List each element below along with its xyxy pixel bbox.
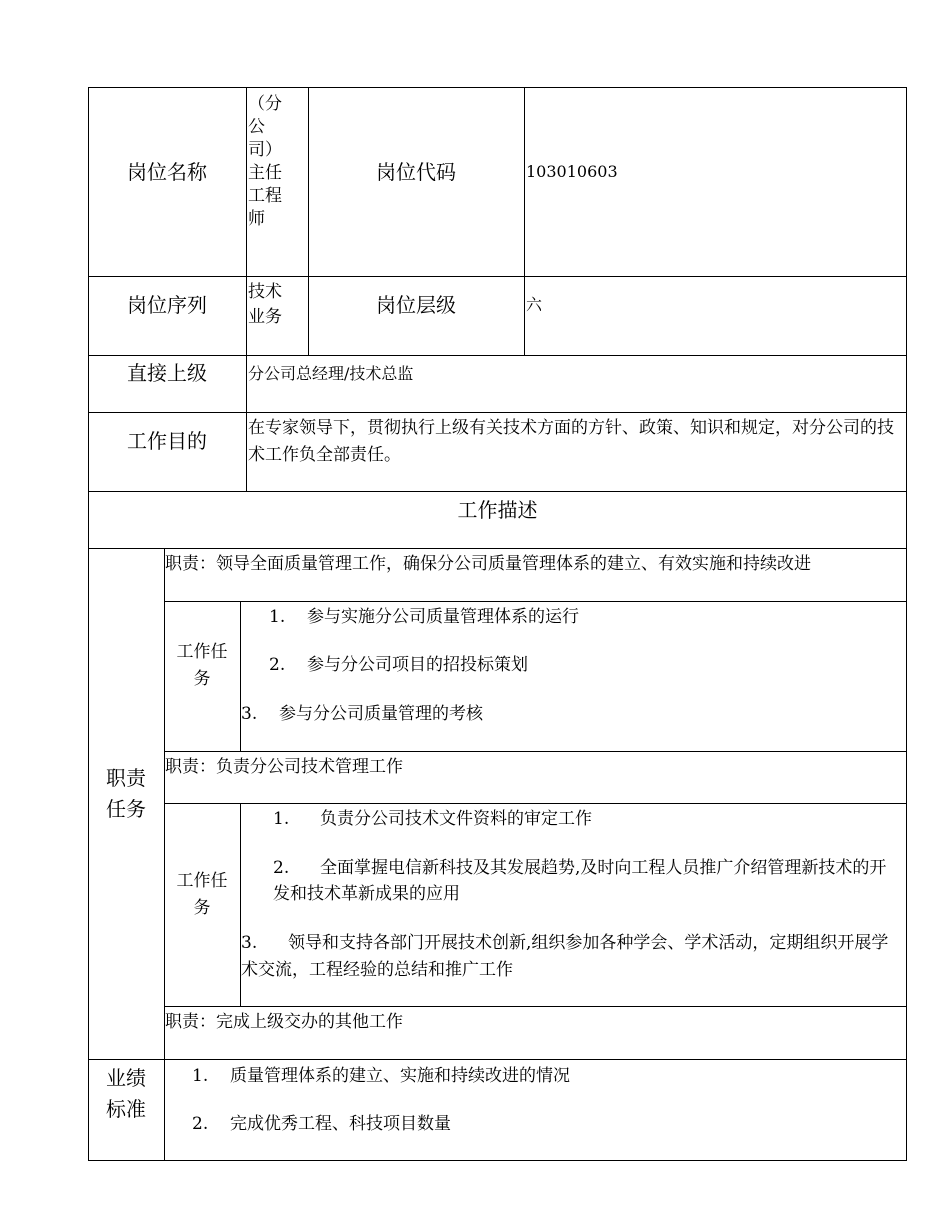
work-purpose-label: 工作目的 <box>127 429 207 453</box>
performance-label-line: 业绩 <box>106 1066 146 1090</box>
task-text: 参与实施分公司质量管理体系的运行 <box>307 607 579 627</box>
performance-label <box>88 1063 164 1125</box>
task-item <box>241 701 483 727</box>
performance-number: 1. <box>192 1066 209 1086</box>
task-label-line: 工作任 <box>176 871 228 891</box>
post-series-line: 业务 <box>248 307 282 327</box>
performance-number: 2. <box>192 1114 209 1134</box>
task-number: 1. <box>273 809 290 829</box>
task-number: 2. <box>273 858 290 878</box>
task-text: 负责分公司技术文件资料的审定工作 <box>320 809 592 829</box>
duty-title: 职责：负责分公司技术管理工作 <box>165 757 403 777</box>
task-text: 参与分公司质量管理的考核 <box>279 704 483 724</box>
task-item <box>269 604 579 630</box>
post-name-line: 公 <box>248 117 265 137</box>
task-number: 3. <box>241 933 258 953</box>
task-label <box>164 868 240 922</box>
performance-label-line: 标准 <box>106 1097 146 1121</box>
performance-item <box>192 1111 451 1137</box>
post-level-label: 岗位层级 <box>376 293 456 317</box>
post-name-line: 工程 <box>248 186 282 206</box>
task-label-line: 工作任 <box>176 642 228 662</box>
task-item <box>273 806 592 832</box>
task-label-line: 务 <box>193 669 211 689</box>
post-code-value: 103010603 <box>526 162 618 181</box>
post-level-value: 六 <box>526 295 543 314</box>
post-name-label: 岗位名称 <box>127 160 207 184</box>
post-name-line: 司） <box>248 140 282 160</box>
task-text: 参与分公司项目的招投标策划 <box>307 655 528 675</box>
duty-title: 职责：完成上级交办的其他工作 <box>165 1012 403 1032</box>
performance-item <box>192 1063 570 1089</box>
duty-title: 职责：领导全面质量管理工作，确保分公司质量管理体系的建立、有效实施和持续改进 <box>165 554 811 574</box>
task-number: 2. <box>269 655 286 675</box>
post-code-label: 岗位代码 <box>376 160 456 184</box>
post-series-label: 岗位序列 <box>127 293 207 317</box>
direct-superior-label: 直接上级 <box>127 361 207 385</box>
task-label <box>164 639 240 693</box>
work-description-heading: 工作描述 <box>457 498 538 522</box>
task-text: 领导和支持各部门开展技术创新,组织参加各种学会、学术活动，定期组织开展学术交流，工程经验的总结和推广工作 <box>241 933 889 980</box>
task-item <box>241 930 896 984</box>
duties-tasks-label <box>88 763 164 825</box>
post-name-line: 师 <box>248 209 265 229</box>
task-item <box>273 855 893 907</box>
post-series-value <box>248 280 308 330</box>
work-purpose-value: 在专家领导下，贯彻执行上级有关技术方面的方针、政策、知识和规定，对分公司的技术工作负全部责任。 <box>248 418 894 465</box>
task-number: 1. <box>269 607 286 627</box>
performance-text: 完成优秀工程、科技项目数量 <box>230 1114 451 1134</box>
task-item <box>269 652 528 678</box>
performance-text: 质量管理体系的建立、实施和持续改进的情况 <box>230 1066 570 1086</box>
direct-superior-value: 分公司总经理/技术总监 <box>248 364 414 383</box>
post-name-value <box>248 93 308 231</box>
post-name-line: 主任 <box>248 163 282 183</box>
task-number: 3. <box>241 704 258 724</box>
task-label-line: 务 <box>193 898 211 918</box>
duties-tasks-label-line: 职责 <box>106 766 146 790</box>
duties-tasks-label-line: 任务 <box>106 797 146 821</box>
task-text: 全面掌握电信新科技及其发展趋势,及时向工程人员推广介绍管理新技术的开发和技术革新成果的应用 <box>273 858 887 904</box>
post-series-line: 技术 <box>248 282 282 302</box>
post-name-line: （分 <box>248 94 282 114</box>
